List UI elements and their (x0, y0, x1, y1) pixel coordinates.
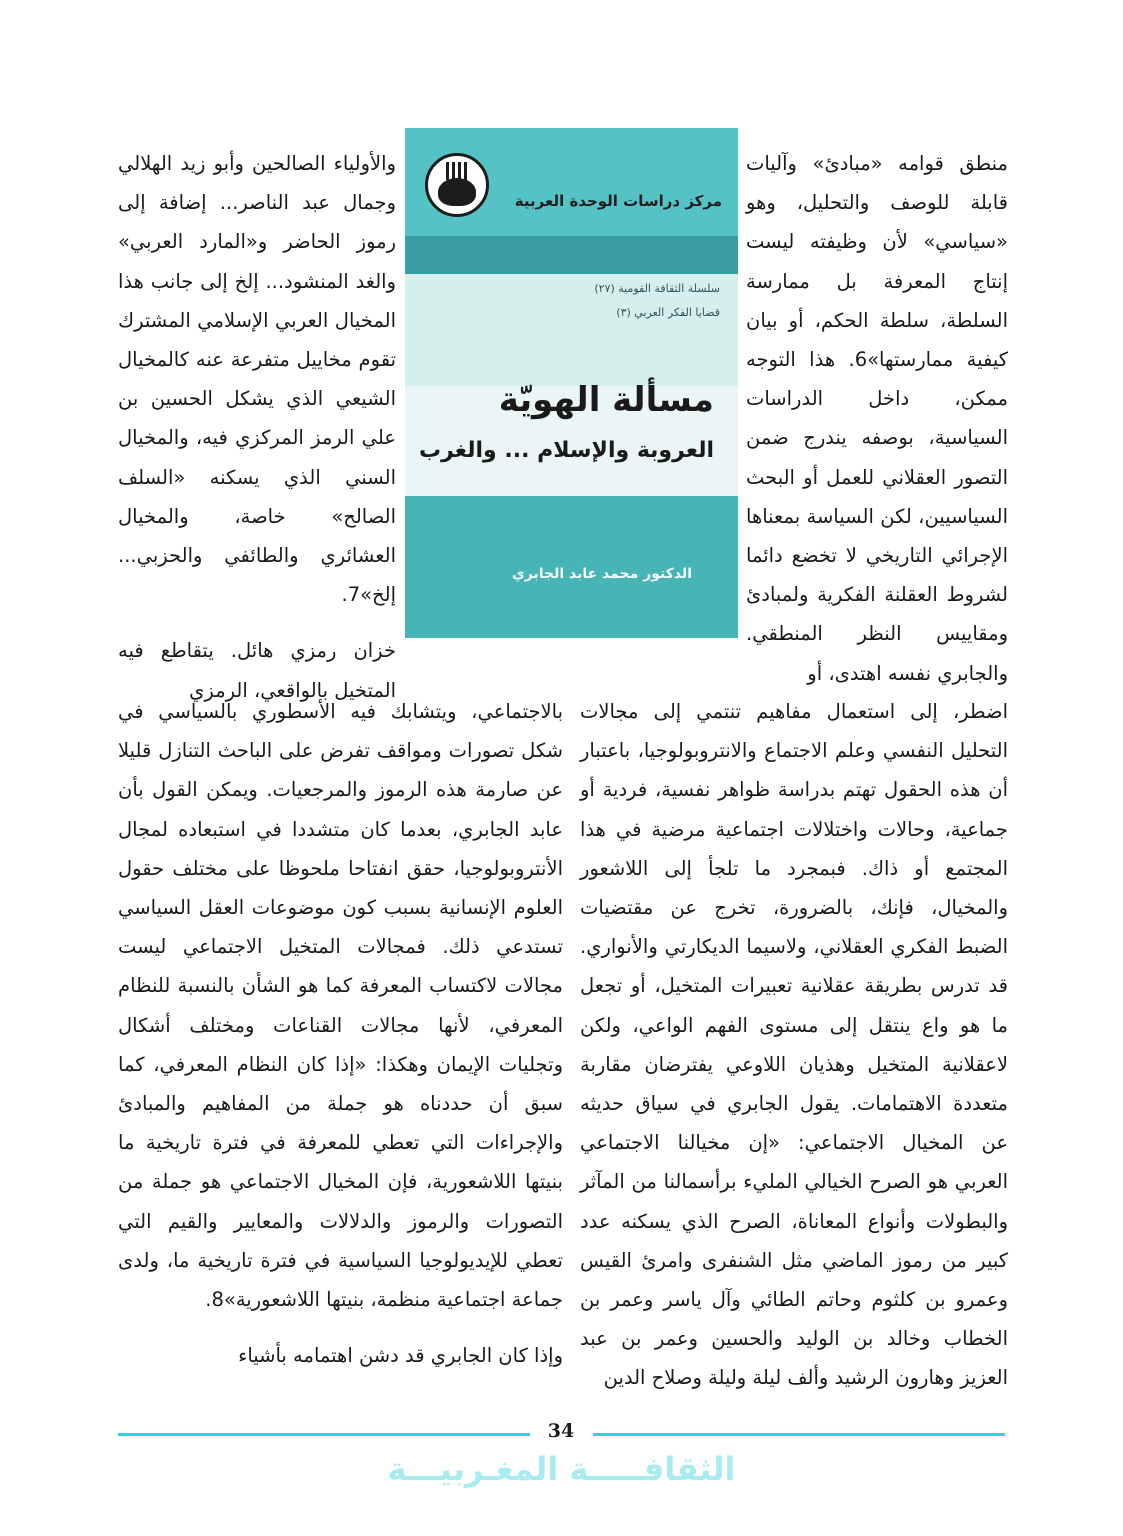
paragraph: اضطر، إلى استعمال مفاهيم تنتمي إلى مجالات التحليل النفسي وعلم الاجتماع والانتروبولوجيا، باعتبار أن هذه الحقول تهتم بدراسة ظواهر نفسية، فردية أو جماعية، وحالات واختلالات اجتماعية مرضية في هذا المجتمع أو ذاك. فبمجرد ما تلجأ إلى اللاشعور والمخيال، فإنك، بالضرورة، تخرج عن مقتضيات الضبط الفكري العقلاني، ولاسيما الديكارتي والأنواري. قد تدرس بطريقة عقلانية تعبيرات المتخيل، أو تجعل ما هو واع ينتقل إلى مستوى الفهم الواعي، ولكن لاعقلانية المتخيل وهذيان اللاوعي يفترضان مقاربة متعددة الاهتمامات. يقول الجابري في سياق حديثه عن المخيال الاجتماعي: «إن مخيالنا الاجتماعي العربي هو الصرح الخيالي المليء برأسمالنا من المآثر والبطولات وأنواع المعاناة، الصرح الذي يسكنه عدد كبير من رموز الماضي مثل الشنفرى وامرئ القيس وعمرو بن كلثوم وحاتم الطائي وآل ياسر وعمر بن الخطاب وخالد بن الوليد والحسين وعمر بن عبد العزيز وهارون الرشيد وألف ليلة وليلة وصلاح الدين (580, 700, 1008, 1390)
cover-series: سلسلة الثقافة القومية (٢٧) (594, 282, 720, 295)
paragraph: والأولياء الصالحين وأبو زيد الهلالي وجمال عبد الناصر... إضافة إلى رموز الحاضر و«المارد العربي» والغد المنشود... إلخ إلى جانب هذا المخيال العربي الإسلامي المشترك تقوم مخاييل متفرعة عنه كالمخيال الشيعي الذي يشكل الحسين بن علي الرمز المركزي فيه، والمخيال السني الذي يسكنه «السلف الصالح» خاصة، والمخيال العشائري والطائفي والحزبي... إلخ»7. (118, 152, 396, 607)
bottom-left-column-text (118, 692, 563, 1375)
bottom-right-column-text (580, 692, 1008, 1398)
publisher-logo-icon (425, 153, 489, 217)
cover-author: الدكتور محمد عابد الجابري (511, 566, 692, 582)
footer-rule-right (593, 1433, 1005, 1436)
cover-title: مسألة الهويّة (498, 380, 714, 420)
page-number: 34 (547, 1420, 575, 1442)
right-column-text (746, 144, 1008, 693)
paragraph: خزان رمزي هائل. يتقاطع فيه المتخيل بالواقعي، الرمزي (118, 639, 396, 702)
left-column-text (118, 144, 396, 710)
footer-rule-left (118, 1433, 530, 1436)
cover-subtitle: العروبة والإسلام ... والغرب (419, 438, 714, 463)
cover-series-sub: قضايا الفكر العربي (٣) (616, 306, 720, 319)
book-cover-image (405, 128, 738, 638)
paragraph: بالاجتماعي، ويتشابك فيه الأسطوري بالسياسي في شكل تصورات ومواقف تفرض على الباحث التنازل قليلا عن صارمة هذه الرموز والمرجعيات. ويمكن القول بأن عابد الجابري، بعدما كان متشددا في استبعاده لمجال الأنتروبولوجيا، حقق انفتاحا ملحوظا على مختلف حقول العلوم الإنسانية بسبب كون موضوعات العقل السياسي تستدعي ذلك. فمجالات المتخيل الاجتماعي ليست مجالات لاكتساب المعرفة كما هو الشأن بالنسبة للنظام المعرفي، لأنها مجالات القناعات ومختلف أشكال وتجليات الإيمان وهكذا: «إذا كان النظام المعرفي، كما سبق أن حددناه هو جملة من المفاهيم والمبادئ والإجراءات التي تعطي للمعرفة في فترة تاريخية ما بنيتها اللاشعورية، فإن المخيال الاجتماعي هو جملة من التصورات والرموز والدلالات والمعايير والقيم التي تعطي للإيديولوجيا السياسية في فترة تاريخية ما، ولدى جماعة اجتماعية منظمة، بنيتها اللاشعورية»8. (118, 700, 563, 1312)
magazine-name: الثقافـــــة المغـربيـــة (387, 1450, 736, 1488)
paragraph: منطق قوامه «مبادئ» وآليات قابلة للوصف والتحليل، وهو «سياسي» لأن وظيفته ليست إنتاج المعرفة بل ممارسة السلطة، سلطة الحكم، أو بيان كيفية ممارستها»6. هذا التوجه ممكن، داخل الدراسات السياسية، بوصفه يندرج ضمن التصور العقلاني للعمل أو البحث السياسيين، لكن السياسة بمعناها الإجرائي التاريخي لا تخضع دائما لشروط العقلنة الفكرية ولمبادئ ومقاييس النظر المنطقي. والجابري نفسه اهتدى، أو (746, 152, 1009, 685)
paragraph: وإذا كان الجابري قد دشن اهتمامه بأشياء (238, 1344, 563, 1368)
cover-publisher: مركز دراسات الوحدة العربية (514, 192, 722, 210)
cover-band (405, 236, 738, 274)
